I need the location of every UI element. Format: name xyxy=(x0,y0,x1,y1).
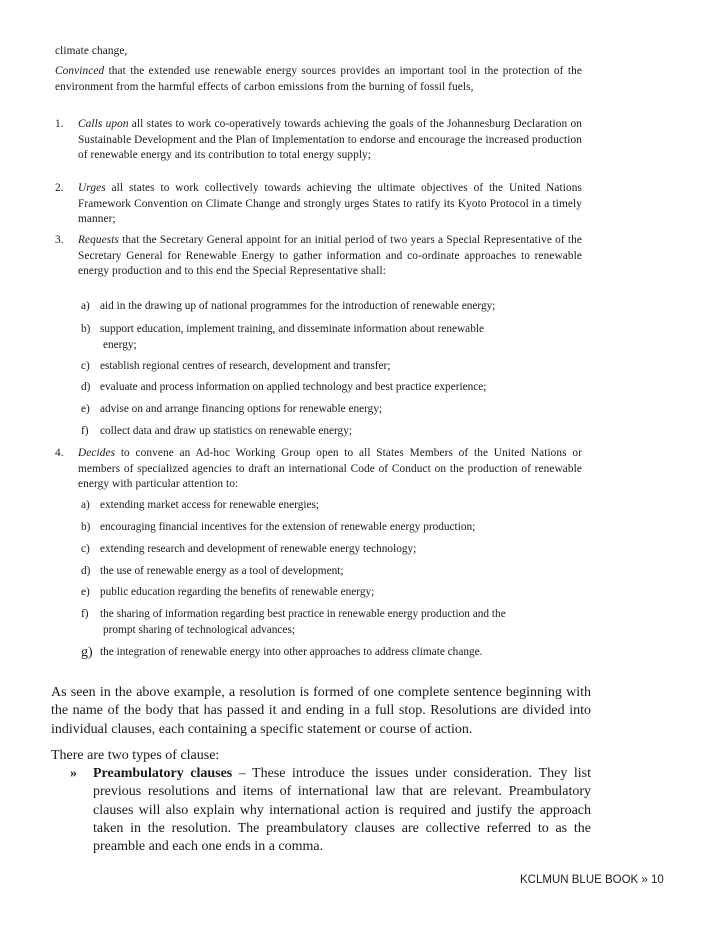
subclause-letter: b) xyxy=(81,323,91,335)
subclause-letter: f) xyxy=(81,608,89,620)
subclause-letter: b) xyxy=(81,521,91,533)
subclause-text: aid in the drawing up of national programmes for the introduction of renewable energy; xyxy=(100,300,496,312)
subclause-letter: a) xyxy=(81,499,90,511)
subclause-letter: e) xyxy=(81,586,90,598)
subclause-letter: d) xyxy=(81,381,91,393)
subclause-text: support education, implement training, and disseminate information about renewable xyxy=(100,323,484,335)
subclause-text: encouraging financial incentives for the extension of renewable energy production; xyxy=(100,521,476,533)
subclause-text: the sharing of information regarding best practice in renewable energy production and the xyxy=(100,608,506,620)
bullet-preambulatory-clauses xyxy=(70,765,591,856)
bullet-text: – These introduce the issues under consideration. They list previous resolutions and items of international law that are relevant. Preambulatory clauses will also explain why international action is required and justify the approach taken in the resolution. The preambulatory clauses are collective referred to as the preamble and each one ends in a comma. xyxy=(93,766,591,855)
subclause-text: extending market access for renewable energies; xyxy=(100,499,320,511)
operative-clause-1 xyxy=(55,117,582,164)
clause-verb: Urges xyxy=(78,182,106,194)
clause-types-intro: There are two types of clause: xyxy=(51,748,220,763)
operative-clause-3 xyxy=(55,233,582,280)
explanation-paragraph: As seen in the above example, a resolution is formed of one complete sentence beginning with the name of the body that has passed it and ending in a full stop. Resolutions are divided into individual clauses, each containing a specific statement or course of action. xyxy=(51,685,591,737)
preamble-end: climate change, xyxy=(55,45,128,57)
subclause-text-continued: prompt sharing of technological advances; xyxy=(103,623,295,636)
subclause-4g xyxy=(81,645,582,661)
subclause-4d xyxy=(81,564,582,580)
clause-number: 3. xyxy=(55,234,64,246)
subclause-text: collect data and draw up statistics on renewable energy; xyxy=(100,425,352,437)
subclause-3e xyxy=(81,402,582,418)
clause-verb: Decides xyxy=(78,447,116,459)
operative-clause-4 xyxy=(55,446,582,493)
subclause-text-continued: energy; xyxy=(103,338,137,351)
subclause-text: advise on and arrange financing options for renewable energy; xyxy=(100,403,383,415)
subclause-text: the integration of renewable energy into other approaches to address climate change. xyxy=(100,646,483,658)
subclause-letter: g) xyxy=(81,645,93,660)
subclause-4b xyxy=(81,520,582,536)
clause-text: that the extended use renewable energy sources provides an important tool in the protection of the environment from the harmful effects of carbon emissions from the burning of fossil fuels, xyxy=(55,65,582,93)
subclause-3d xyxy=(81,380,582,396)
subclause-4c xyxy=(81,542,582,558)
clause-verb: Calls upon xyxy=(78,118,129,130)
operative-clause-2 xyxy=(55,181,582,228)
subclause-text: public education regarding the benefits of renewable energy; xyxy=(100,586,375,598)
subclause-text: extending research and development of renewable energy technology; xyxy=(100,543,417,555)
subclause-4f xyxy=(81,607,582,638)
page-footer: KCLMUN BLUE BOOK » 10 xyxy=(520,874,664,886)
subclause-letter: e) xyxy=(81,403,90,415)
subclause-3f xyxy=(81,424,582,440)
clause-text: to convene an Ad-hoc Working Group open to all States Members of the United Nations or members of specialized agencies to draft an international Code of Conduct on the production of renewable energy with particular attention to: xyxy=(78,447,582,490)
clause-text: all states to work co-operatively towards achieving the goals of the Johannesburg Declaration on Sustainable Development and the Plan of Implementation to endorse and encourage the increased production of renewable energy and its contribution to total energy supply; xyxy=(78,118,582,161)
subclause-letter: d) xyxy=(81,565,91,577)
subclause-3c xyxy=(81,359,582,375)
subclause-4a xyxy=(81,498,582,514)
subclause-text: the use of renewable energy as a tool of development; xyxy=(100,565,344,577)
preamble-clause-convinced xyxy=(55,64,582,95)
subclause-3b xyxy=(81,322,582,353)
clause-verb: Requests xyxy=(78,234,119,246)
subclause-letter: c) xyxy=(81,360,90,372)
clause-number: 4. xyxy=(55,447,64,459)
bullet-term: Preambulatory clauses xyxy=(93,766,233,781)
clause-text: all states to work collectively towards achieving the ultimate objectives of the United Nations Framework Convention on Climate Change and strongly urges States to ratify its Kyoto Protocol in a timely manner; xyxy=(78,182,583,225)
subclause-letter: c) xyxy=(81,543,90,555)
subclause-3a xyxy=(81,299,582,315)
chevron-bullet-icon: » xyxy=(70,766,77,781)
clause-number: 1. xyxy=(55,118,64,130)
clause-text: that the Secretary General appoint for an initial period of two years a Special Representative of the Secretary General for Renewable Energy to gather information and co-ordinate approaches to renewable energy production and to this end the Special Representative shall: xyxy=(78,234,582,277)
subclause-text: evaluate and process information on applied technology and best practice experience; xyxy=(100,381,487,393)
subclause-4e xyxy=(81,585,582,601)
clause-verb: Convinced xyxy=(55,65,105,77)
subclause-letter: f) xyxy=(81,425,89,437)
subclause-text: establish regional centres of research, development and transfer; xyxy=(100,360,391,372)
subclause-letter: a) xyxy=(81,300,90,312)
clause-number: 2. xyxy=(55,182,64,194)
